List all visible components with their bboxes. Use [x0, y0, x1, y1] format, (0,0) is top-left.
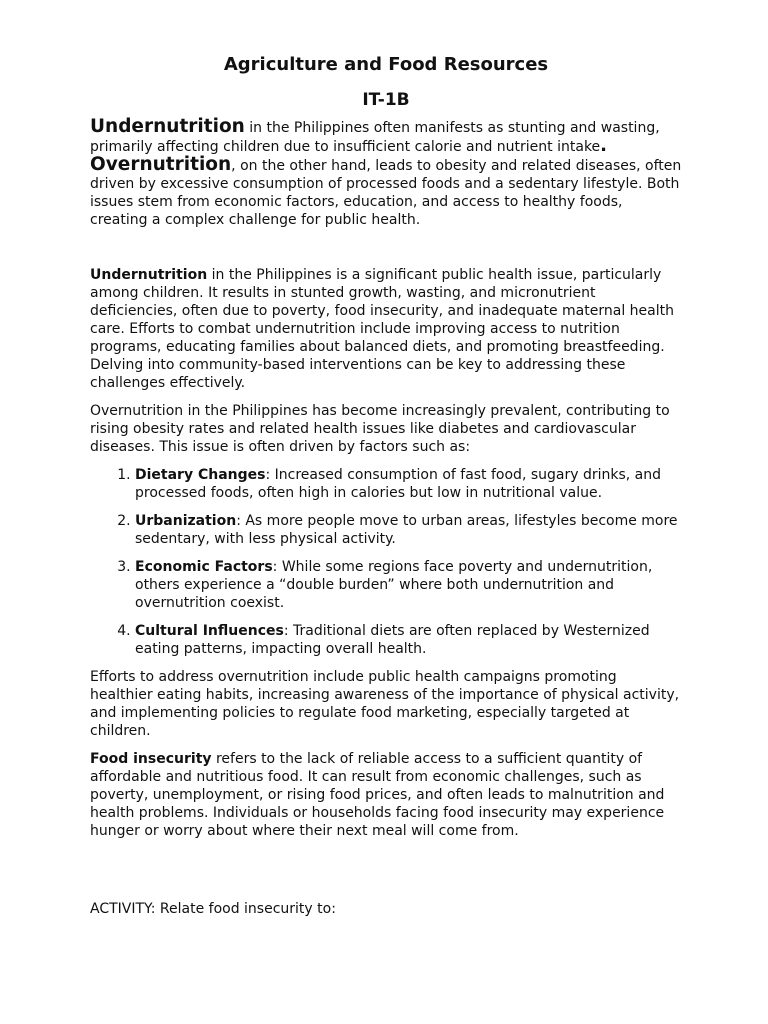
list-item	[135, 622, 682, 658]
document-title: Agriculture and Food Resources	[223, 54, 549, 75]
document-subtitle: IT-1B	[362, 90, 410, 110]
factor-term: Urbanization	[135, 513, 237, 529]
intro-period: .	[600, 135, 608, 156]
list-item	[135, 466, 682, 502]
factor-text: : Increased consumption of fast food, sugary drinks, and processed foods, often high in calories but low in nutritional value.	[135, 467, 662, 501]
document-page	[90, 52, 682, 840]
food-insecurity-text: refers to the lack of reliable access to a sufficient quantity of affordable and nutritious food. It can result from economic challenges, such as poverty, unemployment, or rising food prices, and often leads to malnutrition and health problems. Individuals or households facing food insecurity may experience hunger or worry about where their next meal will come from.	[90, 751, 665, 839]
factor-term: Dietary Changes	[135, 467, 266, 483]
food-insecurity-paragraph	[90, 750, 682, 840]
factor-term: Economic Factors	[135, 559, 273, 575]
factor-text: : Traditional diets are often replaced by Westernized eating patterns, impacting overall health.	[135, 623, 650, 657]
undernutrition-paragraph	[90, 266, 682, 392]
factor-text: : While some regions face poverty and undernutrition, others experience a “double burden” where both undernutrition and overnutrition coexist.	[135, 559, 653, 611]
list-item	[135, 512, 682, 548]
undernutrition-term: Undernutrition	[90, 267, 208, 283]
list-item	[135, 558, 682, 612]
food-insecurity-term: Food insecurity	[90, 751, 212, 767]
activity-prompt: ACTIVITY: Relate food insecurity to:	[90, 901, 336, 917]
overnutrition-paragraph: Overnutrition in the Philippines has become increasingly prevalent, contributing to rising obesity rates and related health issues like diabetes and cardiovascular diseases. This issue is often driven by factors such as:	[90, 403, 670, 455]
intro-term-overnutrition: Overnutrition	[90, 154, 232, 175]
factors-list	[90, 466, 682, 658]
intro-text-overnutrition: , on the other hand, leads to obesity and related diseases, often driven by excessive consumption of processed foods and a sedentary lifestyle. Both issues stem from economic factors, education, and access to healthy foods, creating a complex challenge for public health.	[90, 158, 682, 228]
intro-term-undernutrition: Undernutrition	[90, 116, 245, 137]
undernutrition-text: in the Philippines is a significant public health issue, particularly among children. It results in stunted growth, wasting, and micronutrient deficiencies, often due to poverty, food insecurity, and inadequate maternal health care. Efforts to combat undernutrition include improving access to nutrition programs, educating families about balanced diets, and promoting breastfeeding. Delving into community-based interventions can be key to addressing these challenges effectively.	[90, 267, 674, 391]
factor-text: : As more people move to urban areas, lifestyles become more sedentary, with less physical activity.	[135, 513, 678, 547]
efforts-paragraph: Efforts to address overnutrition include public health campaigns promoting healthier eating habits, increasing awareness of the importance of physical activity, and implementing policies to regulate food marketing, especially targeted at children.	[90, 669, 680, 739]
intro-paragraph	[90, 118, 682, 229]
factor-term: Cultural Influences	[135, 623, 284, 639]
intro-text-undernutrition: in the Philippines often manifests as stunting and wasting, primarily affecting children due to insufficient calorie and nutrient intake	[90, 120, 660, 155]
